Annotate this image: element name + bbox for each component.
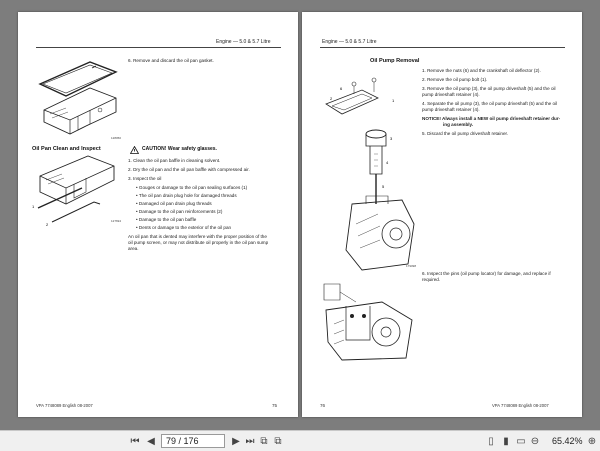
- step-6: 6. Remove and discard the oil pan gasket.: [128, 58, 214, 63]
- page-75: [18, 12, 298, 417]
- svg-text:4: 4: [386, 160, 389, 165]
- bullet-item: • Damage to the oil pan reinforcements (2): [136, 209, 222, 216]
- last-page-icon[interactable]: ⏭: [245, 436, 255, 447]
- total-pages: / 176: [178, 436, 199, 446]
- oil-pump-locator-figure: [322, 280, 420, 362]
- zoom-in-icon[interactable]: ⊕: [587, 436, 597, 447]
- forward-icon[interactable]: ⧉: [274, 436, 282, 447]
- step-5: 5. Discard the oil pump driveshaft retainer.: [422, 131, 509, 136]
- header-rule: [36, 47, 281, 48]
- step-2: 2. Dry the oil pan and the oil pan baffle with compressed air.: [128, 167, 250, 172]
- step-2: 2. Remove the oil pump bolt (1).: [422, 77, 488, 82]
- oil-pump-removal-figure: [322, 64, 420, 274]
- header-rule: [320, 47, 565, 48]
- svg-text:2: 2: [330, 96, 333, 101]
- notice-text-cont: ing assembly.: [443, 122, 474, 127]
- step-6: 6. Inspect the pins (oil pump locator) for damage, and replace if: [422, 271, 551, 276]
- step-1: 1. Remove the nuts (6) and the crankshaft oil deflector (2).: [422, 68, 541, 73]
- figure-code: 128050: [111, 136, 122, 140]
- step-3: 3. Inspect the oil: [128, 176, 162, 181]
- fit-page-icon[interactable]: ▭: [516, 436, 526, 447]
- notice-label: NOTICE!: [422, 116, 441, 121]
- notice-text: Always install a NEW oil pump driveshaft retainer dur-: [440, 116, 561, 121]
- next-page-icon[interactable]: ▶: [232, 436, 240, 447]
- svg-text:2: 2: [46, 222, 49, 227]
- page-number: 76: [320, 403, 326, 408]
- page-header: Engine — 5.0 & 5.7 Litre: [216, 39, 271, 45]
- single-page-icon[interactable]: ▯: [488, 436, 494, 447]
- two-page-icon[interactable]: ▮: [503, 436, 509, 447]
- current-page[interactable]: 79: [166, 436, 177, 446]
- figure-code: 127694: [111, 219, 122, 223]
- svg-text:6: 6: [340, 86, 343, 91]
- paragraph-line: An oil pan that is dented may interfere with the proper position of the: [128, 234, 267, 239]
- section-heading: Oil Pump Removal: [370, 58, 420, 64]
- page-number-input[interactable]: [161, 434, 225, 448]
- step-3-cont: pump driveshaft retainer (4).: [422, 92, 480, 97]
- svg-text:3: 3: [390, 136, 393, 141]
- first-page-icon[interactable]: ⏮: [130, 436, 140, 447]
- bullet-item: • Damaged oil pan drain plug threads: [136, 201, 212, 208]
- oil-pan-inspect-figure: [30, 152, 122, 232]
- caution-text: CAUTION! Wear safety glasses.: [142, 146, 217, 152]
- page-76: [302, 12, 582, 417]
- step-6-cont: required.: [422, 277, 441, 282]
- viewer-toolbar: [0, 430, 600, 451]
- zoom-out-icon[interactable]: ⊖: [530, 436, 540, 447]
- paragraph-line: area.: [128, 246, 139, 251]
- paragraph-line: oil pump screen, or may not distribute oil properly in the oil pan sump: [128, 240, 269, 245]
- zoom-level[interactable]: 65.42%: [552, 436, 583, 446]
- step-4-cont: pump driveshaft retainer (4).: [422, 107, 480, 112]
- back-icon[interactable]: ⧉: [260, 436, 268, 447]
- page-number: 75: [272, 403, 278, 408]
- page-header: Engine — 5.0 & 5.7 Litre: [322, 39, 377, 45]
- bullet-item: • Damage to the oil pan baffle: [136, 217, 196, 224]
- step-3: 3. Remove the oil pump (3), the oil pump driveshaft (5) and the oil: [422, 86, 556, 91]
- svg-text:1: 1: [32, 204, 35, 209]
- bullet-item: • Dents or damage to the exterior of the oil pan: [136, 225, 231, 232]
- page-footer: VPA 7748089 English 08-2007: [36, 403, 93, 408]
- warning-triangle-icon: [130, 146, 139, 154]
- step-1: 1. Clean the oil pan baffle in cleaning solvent.: [128, 158, 221, 163]
- section-heading: Oil Pan Clean and Inspect: [32, 146, 101, 152]
- bullet-item: • The oil pan drain plug hole for damaged threads: [136, 193, 237, 200]
- page-footer: VPA 7748089 English 08-2007: [492, 403, 549, 408]
- bullet-item: • Gouges or damage to the oil pan sealing surfaces (1): [136, 185, 247, 192]
- step-4: 4. Separate the oil pump (3), the oil pump driveshaft (5) and the oil: [422, 101, 558, 106]
- prev-page-icon[interactable]: ◀: [147, 436, 155, 447]
- oil-pan-figure: [30, 54, 122, 142]
- figure-code: 179098: [406, 264, 417, 268]
- svg-text:1: 1: [392, 98, 395, 103]
- svg-text:5: 5: [382, 184, 385, 189]
